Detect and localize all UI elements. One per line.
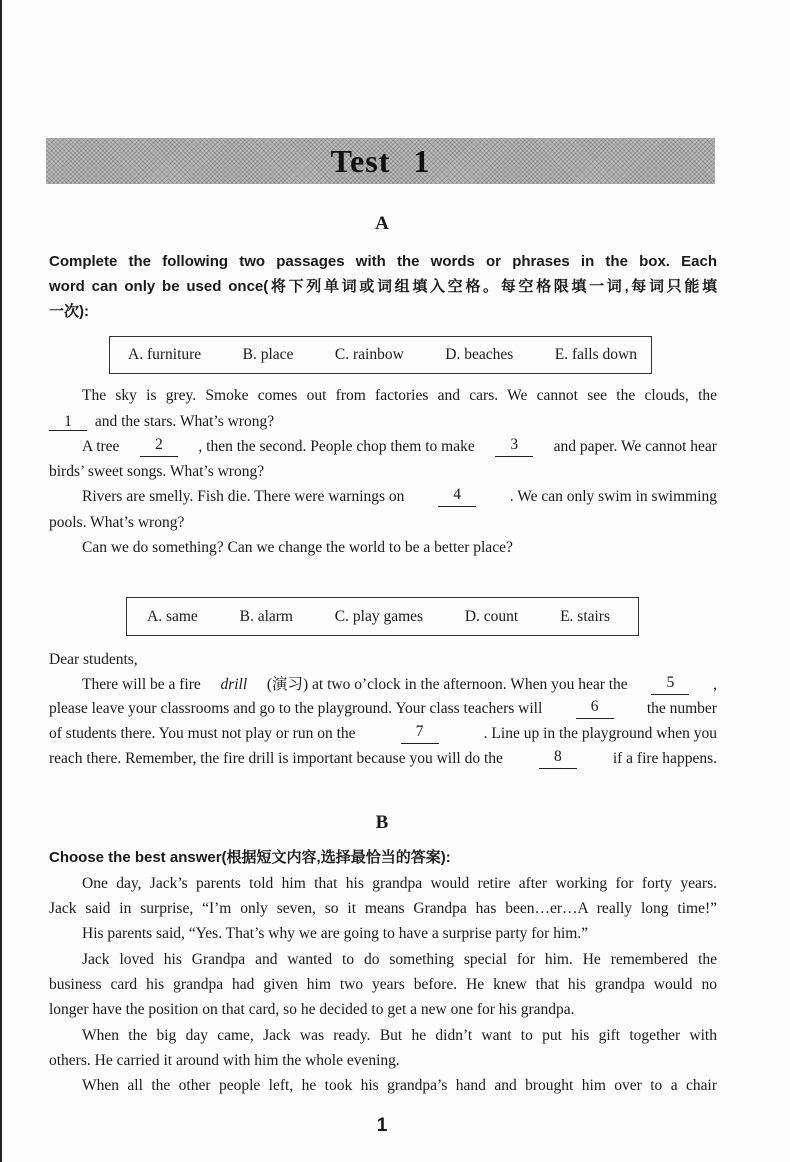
passage-line: Can we do something? Can we change the world to be a better place? (82, 539, 513, 556)
word-option: E. falls down (554, 346, 637, 363)
passage-line (82, 487, 717, 507)
letter-greeting: Dear students, (49, 651, 138, 668)
text: and paper. We cannot hear (553, 438, 717, 455)
passage-line (82, 437, 717, 457)
passage-line: birds’ sweet songs. What’s wrong? (49, 463, 265, 480)
text: . Line up in the playground when you (483, 725, 717, 742)
instruction-line: 一次): (49, 303, 89, 320)
text: of students there. You must not play or run on the (49, 725, 356, 742)
passage-line: pools. What’s wrong? (49, 514, 185, 531)
word-option: E. stairs (560, 607, 610, 625)
blank-7: 7 (401, 724, 439, 744)
story-line: When the big day came, Jack was ready. But he didn’t want to put his gift together with (82, 1027, 717, 1044)
test-title-banner (46, 138, 715, 184)
story-line: Jack loved his Grandpa and wanted to do something special for him. He remembered the (82, 951, 717, 968)
word-option: D. count (464, 607, 519, 625)
letter-line (49, 749, 717, 769)
text: There will be a fire (82, 676, 201, 693)
text: Rivers are smelly. Fish die. There were warnings on (82, 488, 405, 505)
passage-line: The sky is grey. Smoke comes out from factories and cars. We cannot see the clouds, the (82, 387, 717, 404)
text: A tree (82, 438, 120, 455)
word-option: D. beaches (445, 346, 514, 363)
text: the number (646, 700, 717, 717)
word-option: B. place (242, 346, 294, 363)
blank-1: 1 (49, 414, 87, 431)
text: reach there. Remember, the fire drill is important because you will do the (49, 750, 503, 767)
word-option: C. rainbow (334, 346, 404, 363)
letter-line (49, 724, 717, 744)
blank-5: 5 (651, 675, 689, 695)
italic-word: drill (220, 676, 248, 693)
text: (演习) at two o’clock in the afternoon. When you hear the (266, 676, 628, 693)
blank-8: 8 (539, 749, 577, 769)
blank-3: 3 (495, 437, 533, 457)
story-line: Jack said in surprise, “I’m only seven, so it means Grandpa has been…er…A really long time!” (49, 900, 717, 917)
word-option: A. furniture (128, 346, 202, 363)
word-box-1 (109, 336, 652, 374)
word-option: C. play games (334, 607, 424, 625)
word-option: A. same (147, 607, 198, 625)
story-line: One day, Jack’s parents told him that his grandpa would retire after working for forty years. (82, 875, 717, 892)
story-line: When all the other people left, he took his grandpa’s hand and brought him over to a chair (82, 1077, 717, 1094)
text: , then the second. People chop them to make (198, 438, 475, 455)
instruction-line: Complete the following two passages with the words or phrases in the box. Each (49, 253, 717, 270)
blank-2: 2 (140, 437, 178, 457)
page-number: 1 (376, 1115, 388, 1136)
letter-line (49, 699, 717, 719)
text: and the stars. What’s wrong? (94, 413, 275, 430)
passage-line (49, 412, 717, 432)
story-line: business card his grandpa had given him two years before. He knew that his grandpa would no (49, 976, 717, 993)
text: , (713, 676, 717, 693)
letter-line (82, 675, 717, 695)
word-option: B. alarm (239, 607, 293, 625)
section-a-heading: A (375, 213, 389, 234)
text: . We can only swim in swimming (509, 488, 717, 505)
blank-4: 4 (438, 487, 476, 507)
story-line: others. He carried it around with him the whole evening. (49, 1052, 400, 1069)
test-title: Test 1 (330, 142, 431, 179)
text: if a fire happens. (612, 750, 717, 767)
text: please leave your classrooms and go to the playground. Your class teachers will (49, 700, 543, 717)
instruction-line: word can only be used once(将下列单词或词组填入空格。每空格限填一词,每词只能填 (49, 278, 717, 295)
blank-6: 6 (576, 699, 614, 719)
story-line: longer have the position on that card, so he decided to get a new one for his grandpa. (49, 1001, 575, 1018)
story-line: His parents said, “Yes. That’s why we are going to have a surprise party for him.” (82, 925, 589, 942)
instruction-line: Choose the best answer(根据短文内容,选择最恰当的答案): (49, 849, 451, 866)
word-box-2 (126, 597, 639, 636)
section-b-heading: B (375, 812, 389, 833)
